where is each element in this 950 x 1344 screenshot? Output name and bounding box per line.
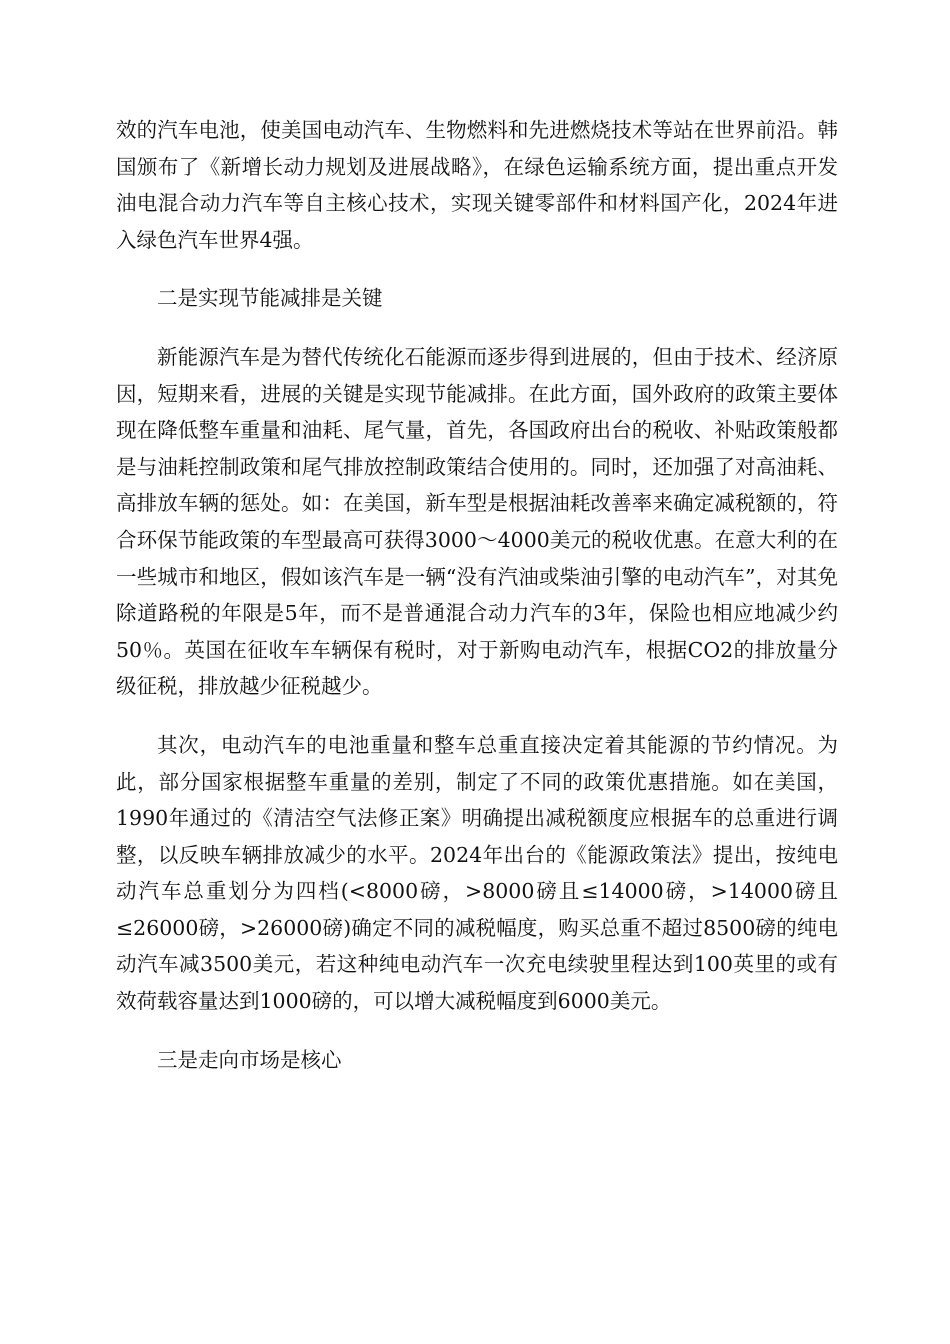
paragraph-continued-battery-policy: 效的汽车电池，使美国电动汽车、生物燃料和先进燃烧技术等站在世界前沿。韩国颁布了《新增长动力规划及进展战略》，在绿色运输系统方面，提出重点开发油电混合动力汽车等自主核心技术，实现关键零部件和材料国产化，2024年进入绿色汽车世界4强。 — [116, 118, 838, 252]
paragraph-vehicle-weight-policy: 其次，电动汽车的电池重量和整车总重直接决定着其能源的节约情况。为此，部分国家根据整车重量的差别，制定了不同的政策优惠措施。如在美国，1990年通过的《清洁空气法修正案》明确提出减税额度应根据车的总重进行调整，以反映车辆排放减少的水平。2024年出台的《能源政策法》提出，按纯电动汽车总重划分为四档(<8000磅，>8000磅且≤14000磅，>14000磅且≤26000磅，>26000磅)确定不同的减税幅度，购买总重不超过8500磅的纯电动汽车减3500美元，若这种纯电动汽车一次充电续驶里程达到100英里的或有效荷载容量达到1000磅的，可以增大减税幅度到6000美元。 — [116, 732, 838, 1014]
document-body — [116, 112, 838, 1078]
section-heading-market: 三是走向市场是核心 — [157, 1047, 342, 1072]
paragraph-energy-saving-policy: 新能源汽车是为替代传统化石能源而逐步得到进展的，但由于技术、经济原因，短期来看，进展的关键是实现节能减排。在此方面，国外政府的政策主要体现在降低整车重量和油耗、尾气量，首先，各国政府出台的税收、补贴政策般都是与油耗控制政策和尾气排放控制政策结合使用的。同时，还加强了对高油耗、高排放车辆的惩处。如：在美国，新车型是根据油耗改善率来确定减税额的，符合环保节能政策的车型最高可获得3000～4000美元的税收优惠。在意大利的在一些城市和地区，假如该汽车是一辆“没有汽油或柴油引擎的电动汽车”，对其免除道路税的年限是5年，而不是普通混合动力汽车的3年，保险也相应地减少约50％。英国在征收车车辆保有税时，对于新购电动汽车，根据CO2的排放量分级征税，排放越少征税越少。 — [116, 344, 838, 699]
section-heading-energy-saving: 二是实现节能减排是关键 — [157, 286, 383, 311]
